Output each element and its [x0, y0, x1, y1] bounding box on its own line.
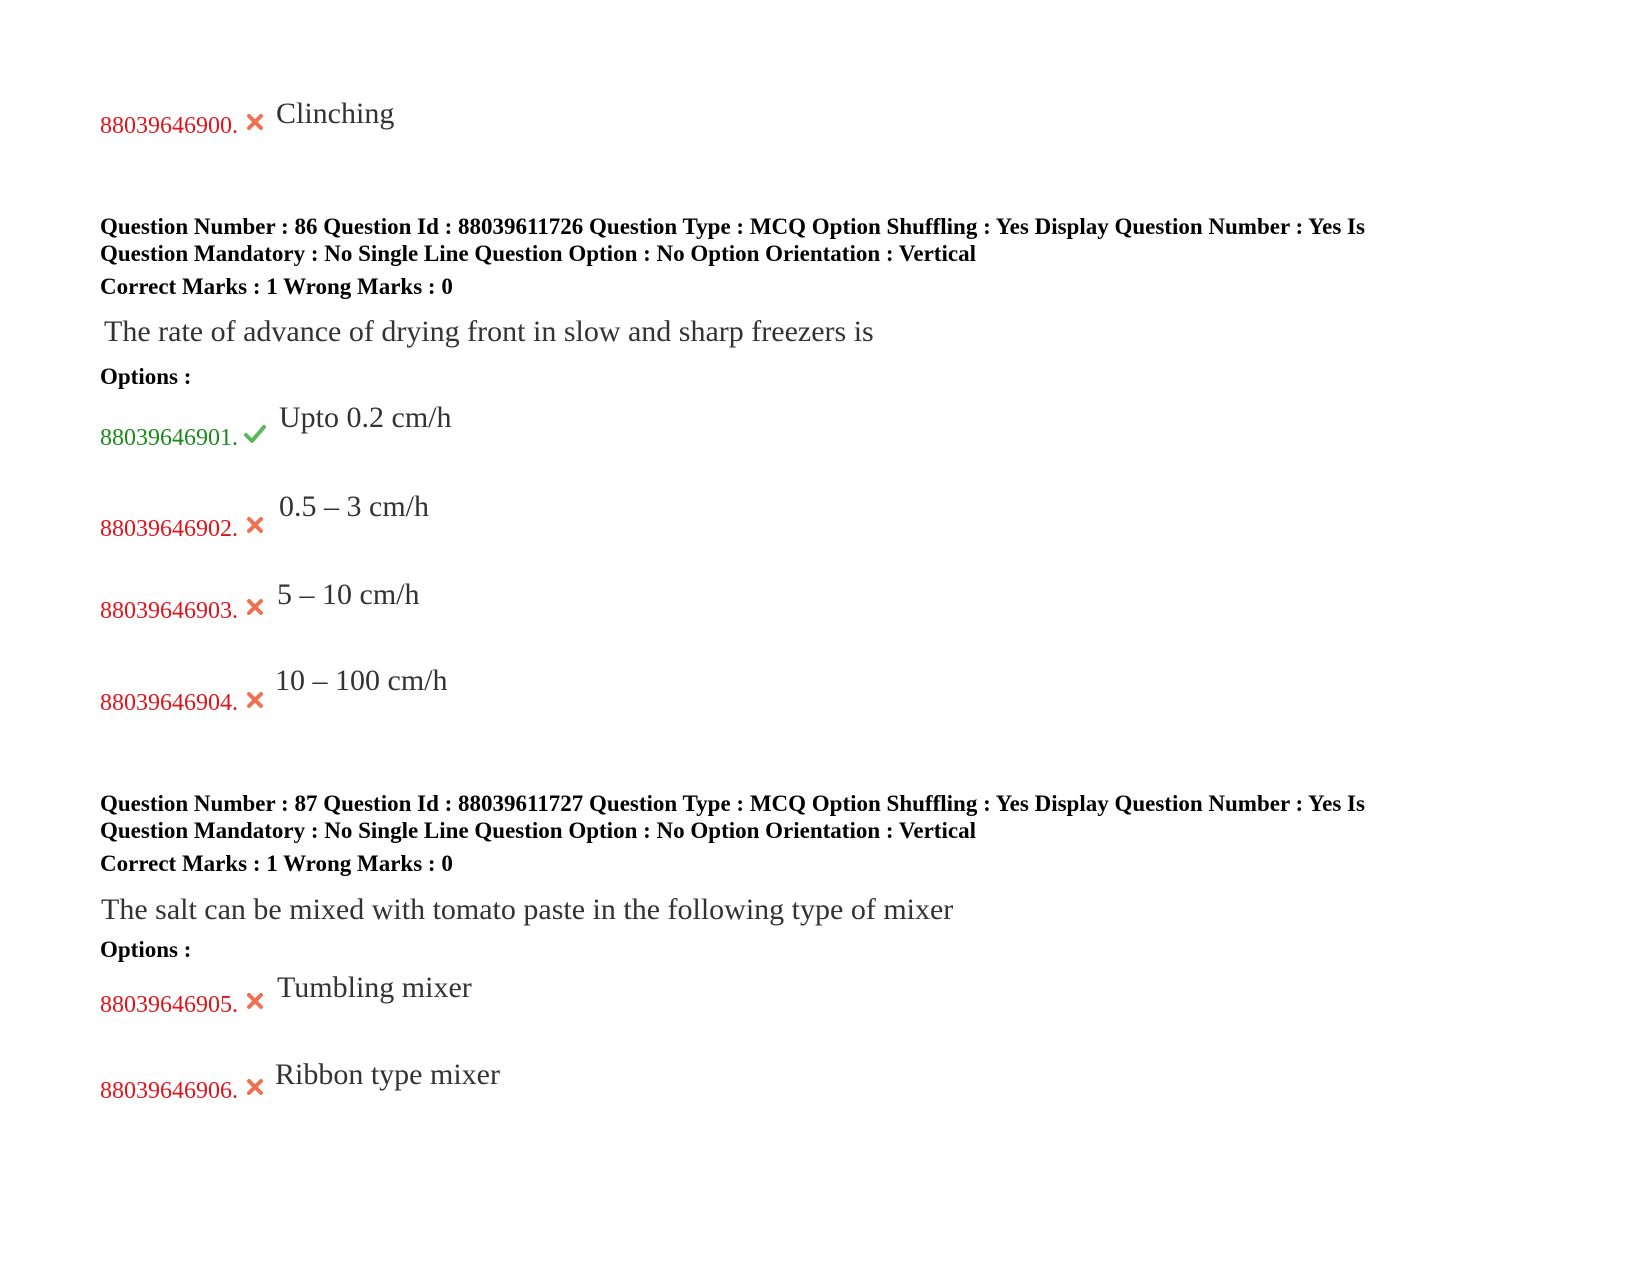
options-label: Options :: [100, 364, 192, 389]
cross-icon: [245, 1077, 265, 1097]
question-meta-line1: Question Number : 87 Question Id : 88039611727 Question Type : MCQ Option Shuffling : Yes Display Question Number : Yes Is: [100, 791, 1365, 816]
cross-icon: [245, 597, 265, 617]
option-id: 88039646900.: [100, 113, 238, 139]
question-marks: Correct Marks : 1 Wrong Marks : 0: [100, 851, 453, 876]
cross-icon: [245, 515, 265, 535]
question-meta-line1: Question Number : 86 Question Id : 88039611726 Question Type : MCQ Option Shuffling : Yes Display Question Number : Yes Is: [100, 214, 1365, 239]
cross-icon: [245, 991, 265, 1011]
question-text: The rate of advance of drying front in slow and sharp freezers is: [104, 315, 874, 348]
option-id: 88039646902.: [100, 516, 238, 542]
cross-icon: [245, 112, 265, 132]
options-label: Options :: [100, 937, 192, 962]
option-text: Ribbon type mixer: [275, 1058, 500, 1091]
option-id: 88039646903.: [100, 598, 238, 624]
option-id: 88039646905.: [100, 992, 238, 1018]
option-text: 0.5 – 3 cm/h: [279, 490, 429, 523]
question-meta-line2: Question Mandatory : No Single Line Question Option : No Option Orientation : Vertical: [100, 818, 976, 843]
option-text: Clinching: [276, 97, 395, 130]
cross-icon: [245, 690, 265, 710]
check-icon: [243, 423, 267, 445]
question-marks: Correct Marks : 1 Wrong Marks : 0: [100, 274, 453, 299]
option-id: 88039646901.: [100, 425, 238, 451]
option-text: Upto 0.2 cm/h: [279, 401, 452, 434]
question-meta-line2: Question Mandatory : No Single Line Question Option : No Option Orientation : Vertical: [100, 241, 976, 266]
option-text: 10 – 100 cm/h: [275, 664, 448, 697]
option-text: Tumbling mixer: [277, 971, 472, 1004]
option-id: 88039646906.: [100, 1078, 238, 1104]
question-text: The salt can be mixed with tomato paste in the following type of mixer: [101, 893, 954, 926]
option-id: 88039646904.: [100, 690, 238, 716]
option-text: 5 – 10 cm/h: [277, 578, 420, 611]
